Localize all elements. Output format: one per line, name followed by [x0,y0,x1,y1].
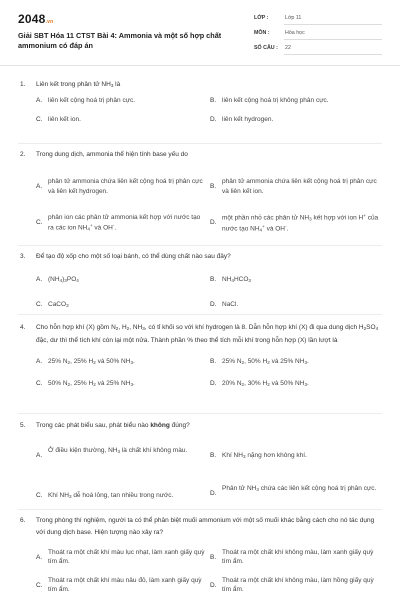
option-text: Khí $NH_3$ nặng hơn không khí. [222,452,307,460]
question-number: 3. [20,253,26,260]
answer-options [36,165,380,233]
option-letter: B. [210,96,217,104]
meta-lop-value: Lớp 11 [284,15,382,25]
option-letter: A. [36,276,43,284]
option-letter: D. [210,490,217,498]
option-letter: D. [210,219,217,227]
question-divider [18,314,382,315]
question-divider [18,413,382,414]
site-logo[interactable] [18,11,53,28]
option-letter: D. [210,581,217,589]
option-text: 25% $N_2$, 25% $H_2$ và 50% $NH_3$. [48,358,135,366]
question-text: Trong dung dịch, ammonia thể hiện tính base yếu do [36,151,188,158]
option-text: Ở điều kiện thường, $NH_3$ là chất khí không màu. [48,447,188,455]
meta-row-lop [254,15,382,26]
option-text: Khí $NH_3$ dễ hoá lỏng, tan nhiều trong nước. [48,492,174,500]
option-letter: B. [210,358,217,366]
question-1 [20,80,380,126]
question-3 [20,252,380,307]
option-letter: B. [210,553,217,561]
question-number: 6. [20,517,26,524]
option-text: Thoát ra một chất khí không màu, làm hồng giấy quỳ tím ẩm. [222,576,374,594]
option-text: phân tử ammonia chứa liên kết cộng hoá trị phân cực và liên kết ion. [222,178,377,195]
option-letter: C. [36,581,43,589]
meta-lop-label: LỚP : [254,15,269,21]
answer-options [36,353,380,388]
option-text: 25% $N_2$, 50% $H_2$ và 25% $NH_3$. [222,358,309,366]
option-text: $NH_4HCO_3$ [222,276,251,284]
question-text: Trong phòng thí nghiệm, người ta có thể phân biệt muối ammonium với một số muối khác bằng cách cho nó tác dụng với dung dịch base. Hiện tượng nào xảy ra? [36,517,375,537]
question-text-end: đúng? [169,422,190,429]
option-letter: A. [36,358,43,366]
question-text-emphasis: không [150,422,170,429]
option-text: phân tử ammonia chứa liên kết cộng hoá trị phân cực và liên kết hydrogen. [48,178,203,195]
option-text: Phân tử $NH_3$ chứa các liên kết cộng hoá trị phân cực. [222,485,377,493]
meta-row-socau [254,45,382,56]
question-text-start: Trong các phát biểu sau, phát biểu nào [36,422,151,429]
option-text: liên kết hydrogen. [222,115,274,123]
question-divider [18,245,382,246]
question-5 [20,421,380,502]
option-text: liên kết cộng hoá trị không phân cực. [222,96,329,104]
option-letter: C. [36,219,43,227]
option-letter: B. [210,183,217,191]
option-letter: C. [36,380,43,388]
option-text: Thoát ra một chất khí màu nâu đỏ, làm xanh giấy quỳ tím ẩm. [48,576,202,594]
question-4 [20,322,380,388]
answer-options [36,267,380,307]
question-text: Cho hỗn hợp khí (X) gồm $N_2$, $H_2$, $NH_3$, có tỉ khối so với khí hydrogen là 8. Dẫn hỗn hợp khí (X) đi qua dung dịch $H_2SO_4$ đặc, dư thì thể tích khí còn lại một nửa. Thành phần % theo thể tích mỗi khí trong hỗn hợp (X) lần lượt là [36,324,379,344]
answer-options [36,546,380,600]
option-text: 50% $N_2$, 25% $H_2$ và 25% $NH_3$. [48,380,135,388]
option-letter: A. [36,96,43,104]
option-text: CaCO$_3$ [48,301,69,309]
answer-options [36,436,380,502]
option-text: phân ion các phân tử ammonia kết hợp với nước tạo ra các ion $NH_4^+$ và OH-. [48,214,201,232]
answer-options [36,96,380,126]
document-title: Giải SBT Hóa 11 CTST Bài 4: Ammonia và một số hợp chất ammonium có đáp án [18,31,222,50]
option-letter: A. [36,183,43,191]
question-6 [20,515,380,600]
meta-socau-value: 22 [284,45,382,55]
option-text: liên kết ion. [48,115,81,123]
question-number: 4. [20,324,26,331]
option-letter: B. [210,276,217,284]
meta-socau-label: SỐ CÂU : [254,45,278,51]
meta-mon-label: MÔN : [254,30,270,36]
question-number: 1. [20,81,26,88]
option-letter: D. [210,380,217,388]
option-text: Thoát ra một chất khí màu lục nhạt, làm xanh giấy quỳ tím ẩm. [48,548,205,566]
option-text: $(NH_4)_3PO_4$ [48,276,79,284]
question-text: Liên kết trong phân tử $NH_3$ là [36,81,121,88]
meta-mon-value: Hóa học [284,30,382,40]
option-letter: C. [36,492,43,500]
logo-suffix: .vn [45,19,54,25]
option-letter: C. [36,301,43,309]
option-text: một phần nhỏ các phân tử $NH_3$ kết hợp với ion H+ của nước tạo $NH_4^+$ và OH-. [222,213,379,233]
question-2 [20,150,380,233]
meta-row-mon [254,30,382,41]
question-number: 5. [20,422,26,429]
logo-main: 2048 [18,12,46,26]
question-text: Để tạo độ xốp cho một số loại bánh, có thể dùng chất nào sau đây? [36,253,231,260]
option-text: Thoát ra một chất khí không màu, làm xanh giấy quỳ tím ẩm. [222,548,374,566]
question-divider [18,143,382,144]
option-text: liên kết cộng hoá trị phân cực. [48,96,136,104]
option-letter: D. [210,301,217,309]
option-text: NaCl. [222,301,239,309]
document-header [0,0,400,66]
option-letter: A. [36,452,43,460]
option-letter: B. [210,452,217,460]
question-number: 2. [20,151,26,158]
option-letter: D. [210,115,217,123]
option-text: 20% $N_2$, 30% $H_2$ và 50% $NH_3$. [222,380,309,388]
option-letter: A. [36,553,43,561]
option-letter: C. [36,115,43,123]
question-divider [18,509,382,510]
